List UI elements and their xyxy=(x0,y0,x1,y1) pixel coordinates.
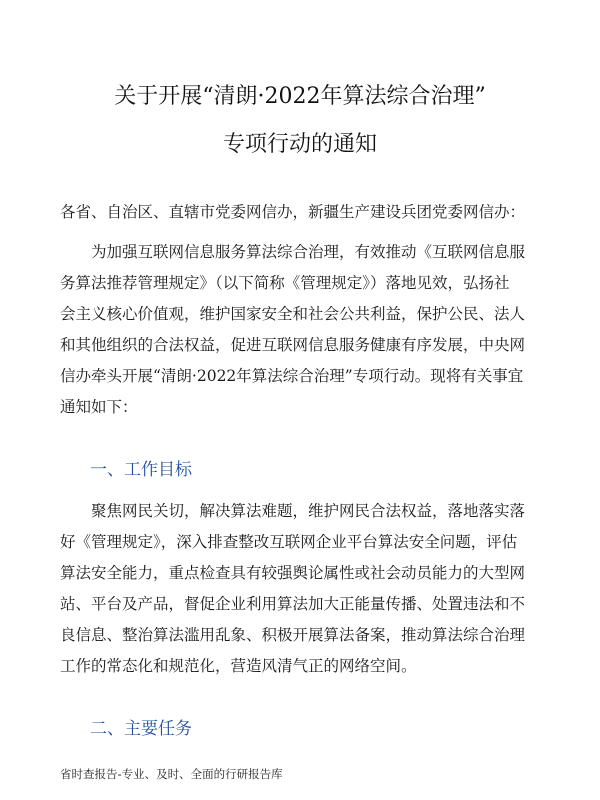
paragraph-line: 会主义核心价值观，维护国家安全和社会公共利益，保护公民、法人 xyxy=(60,305,526,323)
section-heading-goals: 一、工作目标 xyxy=(90,460,192,480)
paragraph-line: 务算法推荐管理规定》（以下简称《管理规定》）落地见效，弘扬社 xyxy=(60,274,510,292)
paragraph-line: 为加强互联网信息服务算法综合治理，有效推动《互联网信息服 xyxy=(91,243,526,261)
salutation: 各省、自治区、直辖市党委网信办，新疆生产建设兵团党委网信办： xyxy=(60,203,526,221)
footer-watermark-text: 省时查报告-专业、及时、全面的行研报告库 xyxy=(60,767,283,781)
paragraph-line: 算法安全能力，重点检查具有较强舆论属性或社会动员能力的大型网 xyxy=(60,564,526,582)
intro-paragraph xyxy=(60,237,546,423)
paragraph-line: 和其他组织的合法权益，促进互联网信息服务健康有序发展，中央网 xyxy=(60,336,526,354)
section-heading-tasks: 二、主要任务 xyxy=(90,719,192,739)
paragraph-line: 良信息、整治算法滥用乱象、积极开展算法备案，推动算法综合治理 xyxy=(60,626,526,644)
paragraph-line: 好《管理规定》，深入排查整改互联网企业平台算法安全问题，评估 xyxy=(60,533,518,551)
document-title-line-2: 专项行动的通知 xyxy=(222,132,377,157)
goals-paragraph xyxy=(60,496,546,682)
paragraph-line: 通知如下： xyxy=(60,398,138,416)
paragraph-line: 站、平台及产品，督促企业利用算法加大正能量传播、处置违法和不 xyxy=(60,595,526,613)
document-title-line-1: 关于开展“清朗·2022年算法综合治理” xyxy=(114,84,486,109)
paragraph-line: 工作的常态化和规范化，营造风清气正的网络空间。 xyxy=(60,657,417,675)
paragraph-line: 聚焦网民关切，解决算法难题，维护网民合法权益，落地落实落 xyxy=(91,502,526,520)
paragraph-line: 信办牵头开展“清朗·2022年算法综合治理”专项行动。现将有关事宜 xyxy=(60,367,524,385)
